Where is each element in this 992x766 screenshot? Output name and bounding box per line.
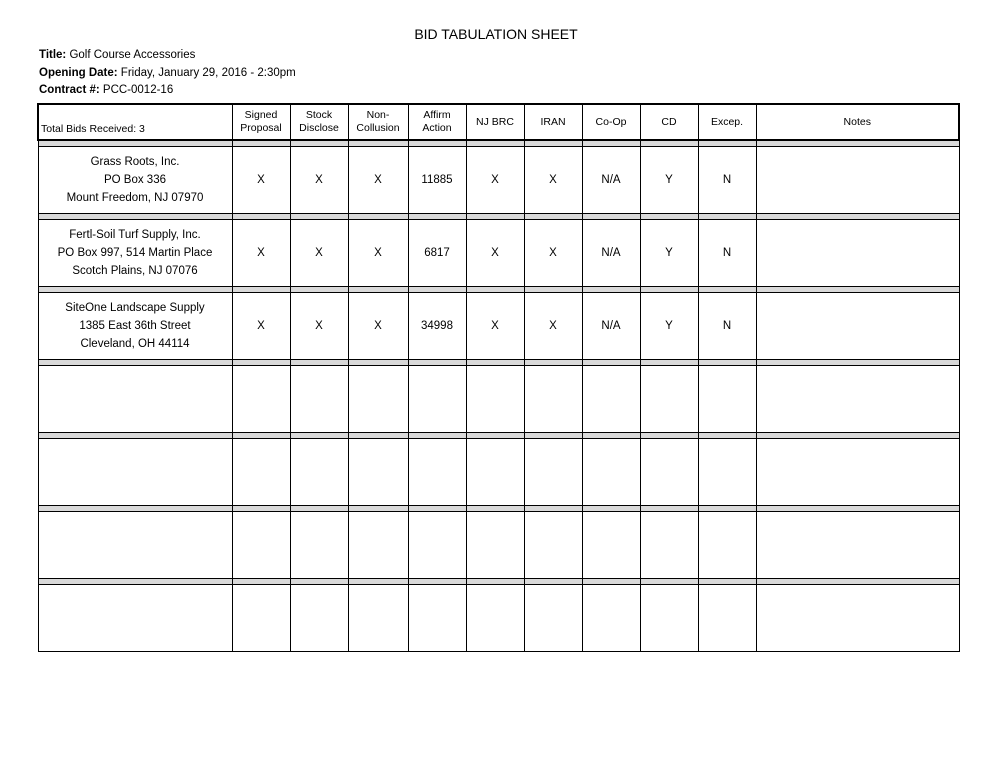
bidder-address: PO Box 997, 514 Martin Place	[57, 247, 213, 259]
coop-cell: N/A	[582, 147, 640, 214]
cd-cell: Y	[640, 220, 698, 287]
header-total-bids: Total Bids Received: 3	[38, 104, 232, 140]
iran-cell: X	[524, 220, 582, 287]
table-row	[38, 220, 959, 287]
bid-tabulation-table	[37, 103, 960, 652]
empty-row	[38, 366, 959, 433]
header-stock-disclose	[290, 104, 348, 140]
header-stock-line2: Disclose	[299, 122, 339, 134]
opening-date-value: Friday, January 29, 2016 - 2:30pm	[120, 67, 296, 79]
bid-title-value: Golf Course Accessories	[69, 49, 196, 61]
signed-proposal-cell: X	[232, 220, 290, 287]
notes-cell	[756, 147, 959, 214]
header-non-line2: Collusion	[356, 122, 400, 134]
header-stock-line1: Stock	[305, 109, 333, 121]
signed-proposal-cell: X	[232, 293, 290, 360]
affirm-action-cell: 6817	[408, 220, 466, 287]
nj-brc-cell: X	[466, 293, 524, 360]
bidder-city: Cleveland, OH 44114	[80, 338, 190, 350]
bidder-city: Scotch Plains, NJ 07076	[72, 265, 198, 277]
header-non-collusion	[348, 104, 408, 140]
header-row	[38, 104, 959, 140]
empty-row	[38, 585, 959, 652]
bidder-cell	[38, 147, 232, 214]
header-cd: CD	[640, 104, 698, 140]
opening-date-label: Opening Date:	[39, 67, 118, 79]
signed-proposal-cell: X	[232, 147, 290, 214]
bidder-name: SiteOne Landscape Supply	[65, 302, 205, 314]
header-nj-brc: NJ BRC	[466, 104, 524, 140]
notes-cell	[756, 293, 959, 360]
header-coop: Co-Op	[582, 104, 640, 140]
header-signed-line2: Proposal	[240, 122, 282, 134]
header-affirm-action	[408, 104, 466, 140]
bidder-city: Mount Freedom, NJ 07970	[66, 192, 204, 204]
excep-cell: N	[698, 147, 756, 214]
bidder-cell	[38, 220, 232, 287]
excep-cell: N	[698, 220, 756, 287]
non-collusion-cell: X	[348, 220, 408, 287]
affirm-action-cell: 34998	[408, 293, 466, 360]
iran-cell: X	[524, 147, 582, 214]
sheet-title: BID TABULATION SHEET	[414, 26, 578, 42]
bidder-name: Grass Roots, Inc.	[90, 156, 180, 168]
notes-cell	[756, 220, 959, 287]
contract-line	[39, 82, 173, 98]
header-non-line1: Non-	[366, 109, 390, 121]
excep-cell: N	[698, 293, 756, 360]
bidder-name: Fertl-Soil Turf Supply, Inc.	[69, 229, 201, 241]
affirm-action-cell: 11885	[408, 147, 466, 214]
contract-value: PCC-0012-16	[102, 84, 174, 96]
stock-disclose-cell: X	[290, 147, 348, 214]
empty-row	[38, 439, 959, 506]
non-collusion-cell: X	[348, 147, 408, 214]
header-signed-proposal	[232, 104, 290, 140]
iran-cell: X	[524, 293, 582, 360]
table-row	[38, 293, 959, 360]
table-row	[38, 147, 959, 214]
bidder-address: PO Box 336	[103, 174, 166, 186]
bidder-address: 1385 East 36th Street	[79, 320, 191, 332]
coop-cell: N/A	[582, 220, 640, 287]
bid-title-line	[39, 47, 195, 63]
header-notes: Notes	[756, 104, 959, 140]
non-collusion-cell: X	[348, 293, 408, 360]
coop-cell: N/A	[582, 293, 640, 360]
stock-disclose-cell: X	[290, 220, 348, 287]
header-affirm-line1: Affirm	[423, 109, 451, 121]
bid-title-label: Title:	[39, 49, 67, 61]
header-excep: Excep.	[698, 104, 756, 140]
contract-label: Contract #:	[39, 84, 100, 96]
cd-cell: Y	[640, 293, 698, 360]
cd-cell: Y	[640, 147, 698, 214]
bidder-cell	[38, 293, 232, 360]
nj-brc-cell: X	[466, 147, 524, 214]
header-affirm-line2: Action	[422, 122, 452, 134]
opening-date-line	[39, 65, 296, 81]
header-signed-line1: Signed	[244, 109, 278, 121]
header-iran: IRAN	[524, 104, 582, 140]
stock-disclose-cell: X	[290, 293, 348, 360]
nj-brc-cell: X	[466, 220, 524, 287]
empty-row	[38, 512, 959, 579]
